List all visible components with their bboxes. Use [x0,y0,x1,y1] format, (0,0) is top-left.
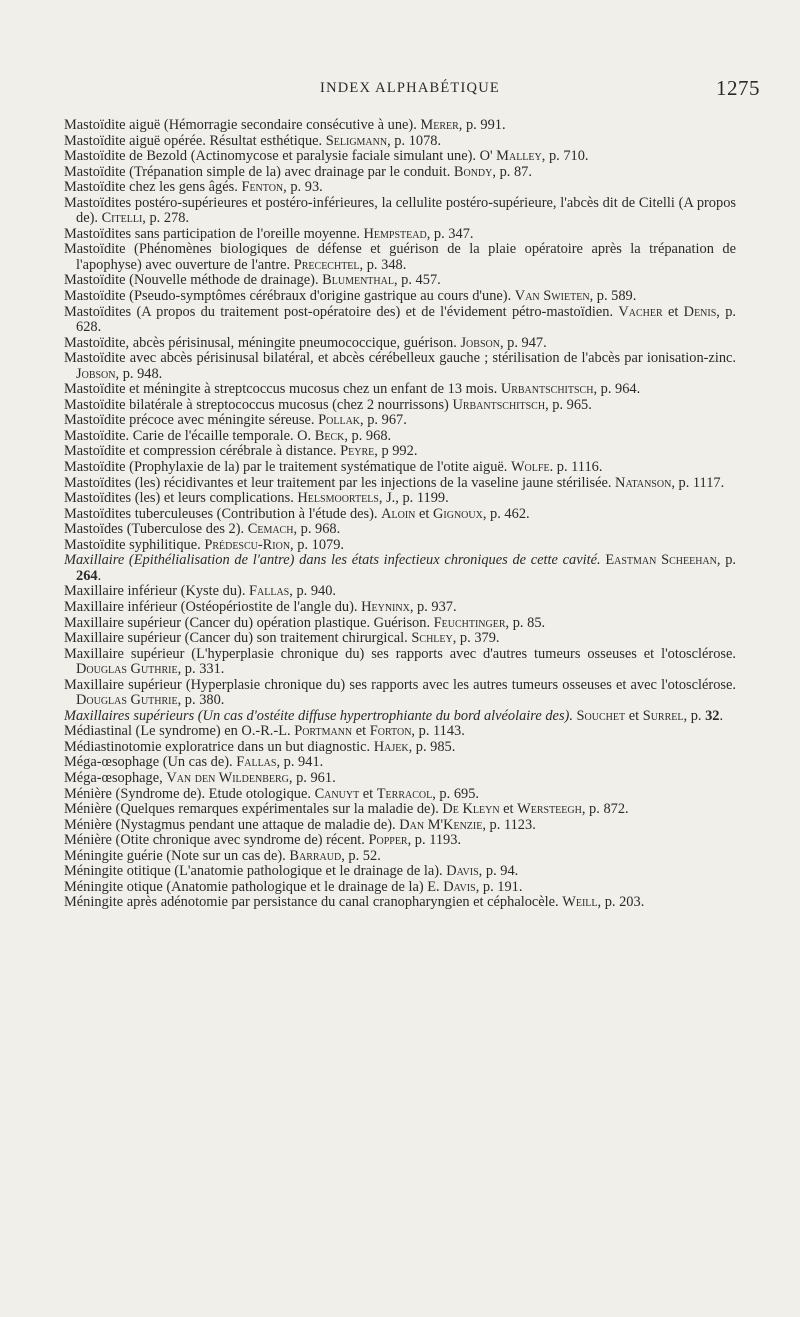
author-name: Van Swieten [514,288,590,305]
entry-text: Médiastinotomie exploratrice dans un but diagnostic. [64,738,374,755]
author-name: Seligmann [325,132,388,149]
entry-text: , p. 940. [289,583,337,600]
entry-text: Maxillaire supérieur (Hyperplasie chronique du) ses rapports avec les autres tumeurs osseuses et avec l'otosclérose. [64,676,736,693]
entry-text: , p. 872. [581,801,629,818]
author-name: Pollak [318,412,361,429]
entry-text: , p. 710. [541,148,589,165]
index-entry [64,787,736,803]
author-name: Merer [420,117,459,133]
entry-text: Médiastinal (Le syndrome) en O.-R.-L. [64,723,295,740]
entry-text: et [415,505,433,522]
entry-text: , p. 941. [276,754,324,771]
entry-text: , p. 964. [593,381,641,398]
entry-text: Mastoïdite chez les gens âgés. [64,179,242,196]
author-name: Popper [368,832,408,849]
index-entry [64,880,736,896]
author-name: Souchet [576,707,626,724]
author-name: Forton [369,723,412,740]
entry-text: Mastoïdite (Phénomènes biologiques de défense et guérison de la plaie opératoire après la trépanation de l'apophyse) avec ouverture de l'antre. [64,241,736,273]
author-name: Schley [411,630,453,647]
author-name: Hajek [373,738,409,755]
entry-text: Méga-œsophage, [64,769,167,786]
author-name: Vacher [618,303,663,320]
entry-title-italic: Maxillaire (Epithélialisation de l'antre) dans les états infectieux chroniques de cette cavité. [64,552,601,569]
index-entry [64,351,736,382]
author-name: Denis [683,303,717,320]
entry-text: Mastoïdite et méningite à streptcoccus mucosus chez un enfant de 13 mois. [64,381,501,398]
entry-text: Méningite otique (Anatomie pathologique et le drainage de la) [64,878,428,895]
author-name: Bondy [453,163,493,180]
entry-text: Mastoïdite bilatérale à streptococcus mucosus (chez 2 nourrissons) [64,396,453,413]
page-reference: 264 [76,567,98,584]
entry-text: , p. 965. [545,396,592,413]
author-name: Canuyt [314,785,360,802]
entry-text: , p. 52. [341,847,381,864]
entry-text: Mastoïdite syphilitique. [64,536,205,553]
author-name: Van den Wildenberg [166,769,289,786]
entry-text: , p. 968. [293,521,341,538]
author-name: Aloin [381,505,416,522]
entry-text: Mastoïdite précoce avec méningite séreuse. [64,412,319,429]
entry-text: Mastoïdite (Pseudo-symptômes cérébraux d'origine gastrique au cours d'une). [64,288,515,305]
entry-text: Méningite guérie (Note sur un cas de). [64,847,290,864]
author-name: Natanson [615,474,672,491]
entry-text: Mastoïdites postéro-supérieures et postéro-inférieures, la cellulite postéro-supérieure, l'abcès dit de Citelli (A propos de). [64,194,736,227]
index-entry [64,553,736,584]
index-entry [64,476,736,492]
entry-text: , J., p. 1199. [378,490,449,507]
entry-text: , p. 1143. [411,723,465,740]
index-entry [64,382,736,398]
author-name: Dan M'Kenzie [399,816,483,833]
author-name: Blumenthal [322,272,394,289]
entry-text: et [625,707,643,724]
author-name: Douglas Guthrie [76,692,178,709]
entry-text: Méningite après adénotomie par persistance du canal cranopharyngien et céphalocèle. [64,894,563,911]
entry-text: Maxillaire inférieur (Ostéopériostite de l'angle du). [64,598,362,615]
index-entry [64,755,736,771]
entry-text: Mastoïdites tuberculeuses (Contribution à l'étude des). [64,505,382,522]
entry-text: , p. 191. [475,878,523,895]
entry-text: , p 992. [374,443,418,460]
entry-text: . p. 1116. [549,459,603,476]
entry-text: , p. 380. [177,692,225,709]
index-entry [64,522,736,538]
index-entry [64,149,736,165]
entry-text: , p. 93. [283,179,323,196]
entry-text: , p. [683,707,706,724]
index-entry [64,833,736,849]
index-entry [64,227,736,243]
author-name: Gignoux [433,505,483,522]
index-entry [64,647,736,678]
entry-text: , p. 967. [360,412,407,429]
entry-text: , p. 1123. [482,816,536,833]
index-entry [64,507,736,523]
entry-text: , p. 203. [597,894,645,911]
entry-text: , p. 628. [76,303,736,336]
entry-text: Maxillaire supérieur (Cancer du) son traitement chirurgical. [64,630,412,647]
entry-text: Mastoïdites sans participation de l'oreille moyenne. [64,225,364,242]
entry-text: et [359,785,377,802]
entry-text: . [719,707,724,724]
author-name: Fallas [236,754,277,771]
entry-text: , p. 961. [288,769,336,786]
entry-text: , p. 937. [409,598,457,615]
index-entry [64,273,736,289]
entry-text: , p. 278. [142,210,190,227]
entry-text: Méningite otitique (L'anatomie pathologique et le drainage de la). [64,863,447,880]
entry-text: Maxillaire inférieur (Kyste du). [64,583,250,600]
entry-text: , p. 379. [452,630,500,647]
author-name: Jobson [460,334,500,351]
entry-text: Mastoïdites (les) récidivantes et leur traitement par les injections de la vaseline jaune stérilisée. [64,474,616,491]
index-entry [64,600,736,616]
entry-text: . [97,567,102,584]
author-name: Heyninx [361,598,410,615]
index-entry [64,242,736,273]
page-reference: 32 [705,707,720,724]
index-entry [64,724,736,740]
entry-text: Mastoïdite avec abcès périsinusal bilatéral, et abcès cérébelleux gauche ; stérilisation de l'abcès par ionisation-zinc. [64,350,736,367]
author-name: Cemach [247,521,294,538]
index-entry [64,584,736,600]
author-name: Citelli [101,210,143,227]
author-name: Helsmoortels [297,490,379,507]
entry-text: Mastoïdite. Carie de l'écaille temporale. [64,427,298,444]
author-name: Wersteegh [517,801,582,818]
index-entry [64,460,736,476]
author-name: O. Beck [297,427,345,444]
author-name: Portmann [294,723,353,740]
author-name: Urbantschitsch [500,381,594,398]
entry-text: , p. 348. [359,256,407,273]
entry-text: Ménière (Otite chronique avec syndrome de) récent. [64,832,369,849]
page-number: 1275 [716,76,760,100]
author-name: Terracol [376,785,433,802]
entry-text: Mastoïdite et compression cérébrale à distance. [64,443,341,460]
index-entry [64,165,736,181]
author-name: Feuchtinger [433,614,506,631]
entry-text: , p. 1078. [387,132,442,149]
author-name: Fallas [249,583,290,600]
index-entry [64,429,736,445]
entry-text: , p. 1193. [407,832,462,849]
index-entry [64,305,736,336]
index-entry [64,538,736,554]
author-name: O' Malley [479,148,542,165]
entry-text: Maxillaire supérieur (L'hyperplasie chronique du) ses rapports avec d'autres tumeurs osseuses et l'otosclérose. [64,645,736,662]
page-header [60,76,760,102]
index-entries [64,118,736,911]
index-entry [64,196,736,227]
author-name: Barraud [289,847,342,864]
author-name: Peyre [340,443,375,460]
entry-text: , p. 457. [393,272,441,289]
index-entry [64,180,736,196]
entry-text: , p. 948. [115,365,163,382]
entry-text: Méga-œsophage (Un cas de). [64,754,237,771]
entry-text: Maxillaire supérieur (Cancer du) opération plastique. Guérison. [64,614,434,631]
entry-text: , p. 695. [432,785,480,802]
entry-text: , p. 991. [458,117,506,133]
index-entry [64,398,736,414]
entry-text: et [662,303,684,320]
author-name: Davis [446,863,479,880]
entry-text: , p. 87. [492,163,532,180]
entry-text: Mastoïdite, abcès périsinusal, méningite pneumococcique, guérison. [64,334,461,351]
author-name: Urbantschitsch [452,396,546,413]
entry-text: , p. 589. [589,288,637,305]
index-entry [64,289,736,305]
entry-text: Mastoïdite aiguë opérée. Résultat esthétique. [64,132,326,149]
index-entry [64,709,736,725]
entry-text: Mastoïdites (A propos du traitement post-opératoire des) et de l'évidement pétro-mastoïdien. [64,303,619,320]
author-name: Surrel [642,707,684,724]
author-name: De Kleyn [442,801,500,818]
entry-text: , p. 85. [505,614,546,631]
author-name: Hempstead [363,225,427,242]
author-name: Douglas Guthrie [76,661,178,678]
index-entry [64,802,736,818]
entry-text: Mastoïdites (les) et leurs complications. [64,490,298,507]
entry-text: et [352,723,370,740]
index-entry [64,818,736,834]
entry-text: , p. 94. [478,863,519,880]
index-entry [64,134,736,150]
entry-text: , p. [716,552,736,569]
author-name: Prédescu-Rion [204,536,291,553]
entry-text: Ménière (Syndrome de). Etude otologique. [64,785,315,802]
index-entry [64,740,736,756]
index-entry [64,864,736,880]
author-name: Eastman Scheehan [605,552,717,569]
entry-text: Mastoïdite (Prophylaxie de la) par le traitement systématique de l'otite aiguë. [64,459,511,476]
entry-text: , p. 947. [499,334,547,351]
entry-text: Mastoïdite (Nouvelle méthode de drainage). [64,272,323,289]
index-entry [64,118,736,134]
entry-text: , p. 331. [177,661,225,678]
entry-text: , p. 968. [344,427,392,444]
index-entry [64,849,736,865]
index-entry [64,631,736,647]
author-name: E. Davis [427,878,476,895]
author-name: Precechtel [293,256,360,273]
author-name: Fenton [241,179,284,196]
entry-text: , p. 462. [482,505,530,522]
entry-text: Mastoïdite de Bezold (Actinomycose et paralysie faciale simulant une). [64,148,480,165]
entry-text: et [499,801,518,818]
index-entry [64,413,736,429]
running-title: INDEX ALPHABÉTIQUE [320,80,500,96]
entry-text: Mastoïdite aiguë (Hémorragie secondaire consécutive à une). [64,117,421,133]
author-name: Jobson [76,365,116,382]
index-entry [64,336,736,352]
entry-text: , p. 1079. [290,536,345,553]
index-entry [64,678,736,709]
index-entry [64,444,736,460]
author-name: Weill [562,894,598,911]
entry-text: Ménière (Quelques remarques expérimentales sur la maladie de). [64,801,443,818]
index-entry [64,616,736,632]
index-entry [64,771,736,787]
index-entry [64,491,736,507]
entry-text: Ménière (Nystagmus pendant une attaque de maladie de). [64,816,400,833]
entry-text: , p. 347. [426,225,474,242]
author-name: Wolfe [510,459,550,476]
entry-text: , p. 985. [408,738,456,755]
entry-text: Mastoïdite (Trépanation simple de la) avec drainage par le conduit. [64,163,454,180]
entry-text: , p. 1117. [671,474,725,491]
entry-title-italic: Maxillaires supérieurs (Un cas d'ostéite diffuse hypertrophiante du bord alvéolaire des). [64,707,573,724]
index-entry [64,895,736,911]
entry-text: Mastoïdes (Tuberculose des 2). [64,521,248,538]
